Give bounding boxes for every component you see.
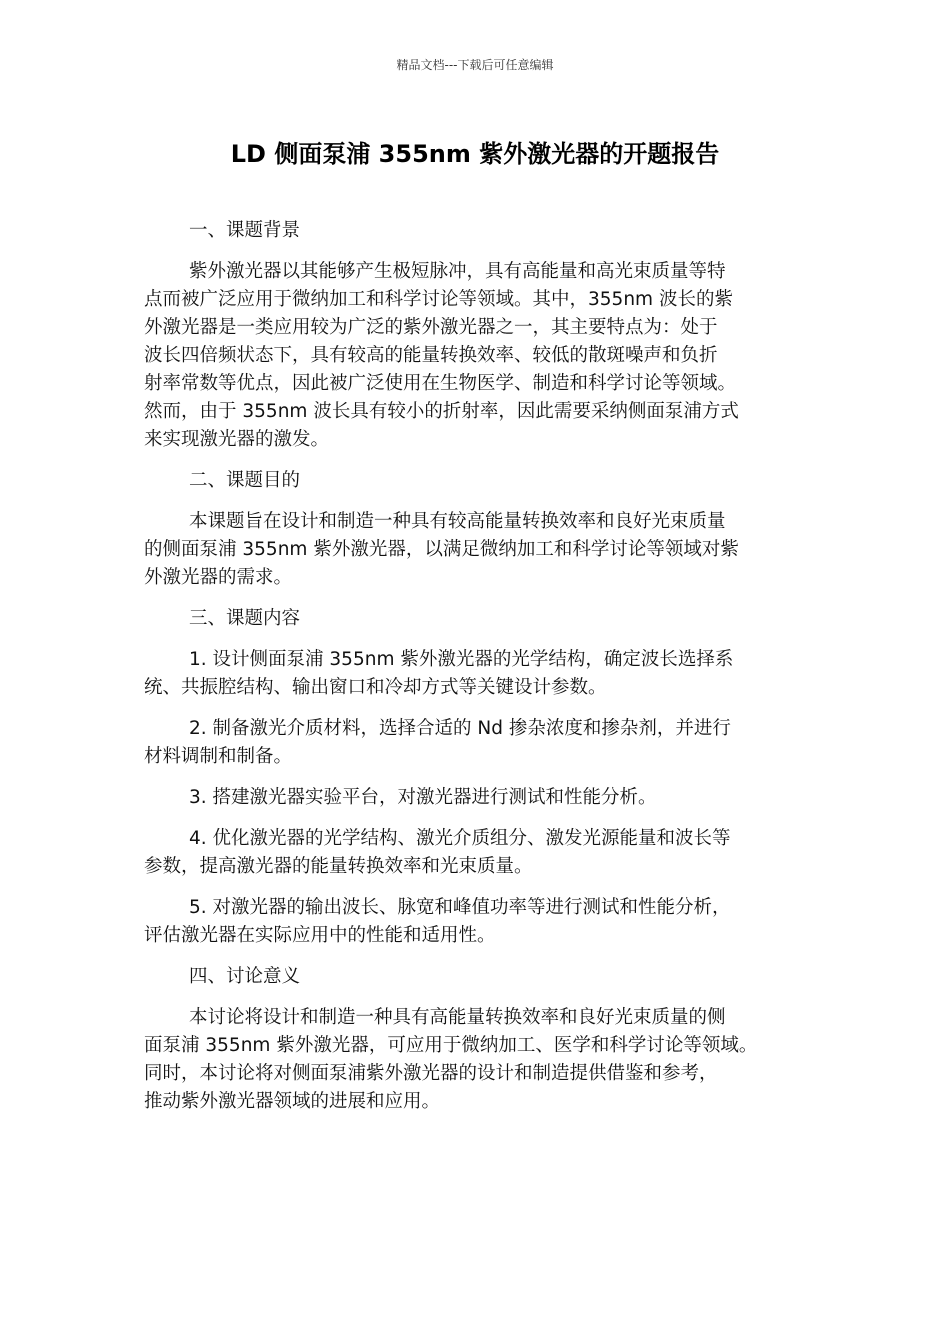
text-line: 推动紫外激光器领域的进展和应用。 bbox=[144, 1091, 441, 1112]
text-line: 外激光器的需求。 bbox=[144, 567, 293, 588]
section-heading-purpose: 二、课题目的 bbox=[189, 470, 301, 491]
text-line: 来实现激光器的激发。 bbox=[144, 429, 330, 450]
section-heading-significance: 四、讨论意义 bbox=[189, 966, 301, 987]
text-line: 评估激光器在实际应用中的性能和适用性。 bbox=[144, 925, 496, 946]
content-item-1 bbox=[144, 646, 824, 702]
text-line: 然而，由于 355nm 波长具有较小的折射率，因此需要采纳侧面泵浦方式 bbox=[144, 401, 739, 422]
paragraph-significance bbox=[144, 1004, 824, 1116]
text-line: 参数，提高激光器的能量转换效率和光束质量。 bbox=[144, 856, 533, 877]
text-line: 3. 搭建激光器实验平台，对激光器进行测试和性能分析。 bbox=[189, 787, 657, 808]
content-item-4 bbox=[144, 825, 824, 881]
text-line: 4. 优化激光器的光学结构、激光介质组分、激发光源能量和波长等 bbox=[189, 828, 731, 849]
text-line: 本课题旨在设计和制造一种具有较高能量转换效率和良好光束质量 bbox=[189, 511, 726, 532]
text-line: 射率常数等优点，因此被广泛使用在生物医学、制造和科学讨论等领域。 bbox=[144, 373, 737, 394]
text-line: 波长四倍频状态下，具有较高的能量转换效率、较低的散斑噪声和负折 bbox=[144, 345, 718, 366]
content-item-2 bbox=[144, 715, 824, 771]
text-line: 1. 设计侧面泵浦 355nm 紫外激光器的光学结构，确定波长选择系 bbox=[189, 649, 734, 670]
text-line: 点而被广泛应用于微纳加工和科学讨论等领域。其中，355nm 波长的紫 bbox=[144, 289, 733, 310]
text-line: 的侧面泵浦 355nm 紫外激光器，以满足微纳加工和科学讨论等领域对紫 bbox=[144, 539, 739, 560]
paragraph-purpose bbox=[144, 508, 824, 592]
page-header: 精品文档---下载后可任意编辑 bbox=[396, 58, 554, 72]
text-line: 本讨论将设计和制造一种具有高能量转换效率和良好光束质量的侧 bbox=[189, 1007, 726, 1028]
document-title: LD 侧面泵浦 355nm 紫外激光器的开题报告 bbox=[230, 140, 720, 168]
document-body bbox=[144, 217, 824, 1129]
section-heading-background: 一、课题背景 bbox=[189, 220, 301, 241]
content-item-3 bbox=[144, 784, 824, 812]
text-line: 2. 制备激光介质材料，选择合适的 Nd 掺杂浓度和掺杂剂，并进行 bbox=[189, 718, 731, 739]
paragraph-background bbox=[144, 258, 824, 454]
text-line: 紫外激光器以其能够产生极短脉冲，具有高能量和高光束质量等特 bbox=[189, 261, 726, 282]
text-line: 同时，本讨论将对侧面泵浦紫外激光器的设计和制造提供借鉴和参考， bbox=[144, 1063, 718, 1084]
text-line: 统、共振腔结构、输出窗口和冷却方式等关键设计参数。 bbox=[144, 677, 607, 698]
content-item-5 bbox=[144, 894, 824, 950]
text-line: 外激光器是一类应用较为广泛的紫外激光器之一，其主要特点为：处于 bbox=[144, 317, 718, 338]
text-line: 材料调制和制备。 bbox=[144, 746, 293, 767]
text-line: 面泵浦 355nm 紫外激光器，可应用于微纳加工、医学和科学讨论等领域。 bbox=[144, 1035, 758, 1056]
section-heading-content: 三、课题内容 bbox=[189, 608, 301, 629]
text-line: 5. 对激光器的输出波长、脉宽和峰值功率等进行测试和性能分析， bbox=[189, 897, 731, 918]
